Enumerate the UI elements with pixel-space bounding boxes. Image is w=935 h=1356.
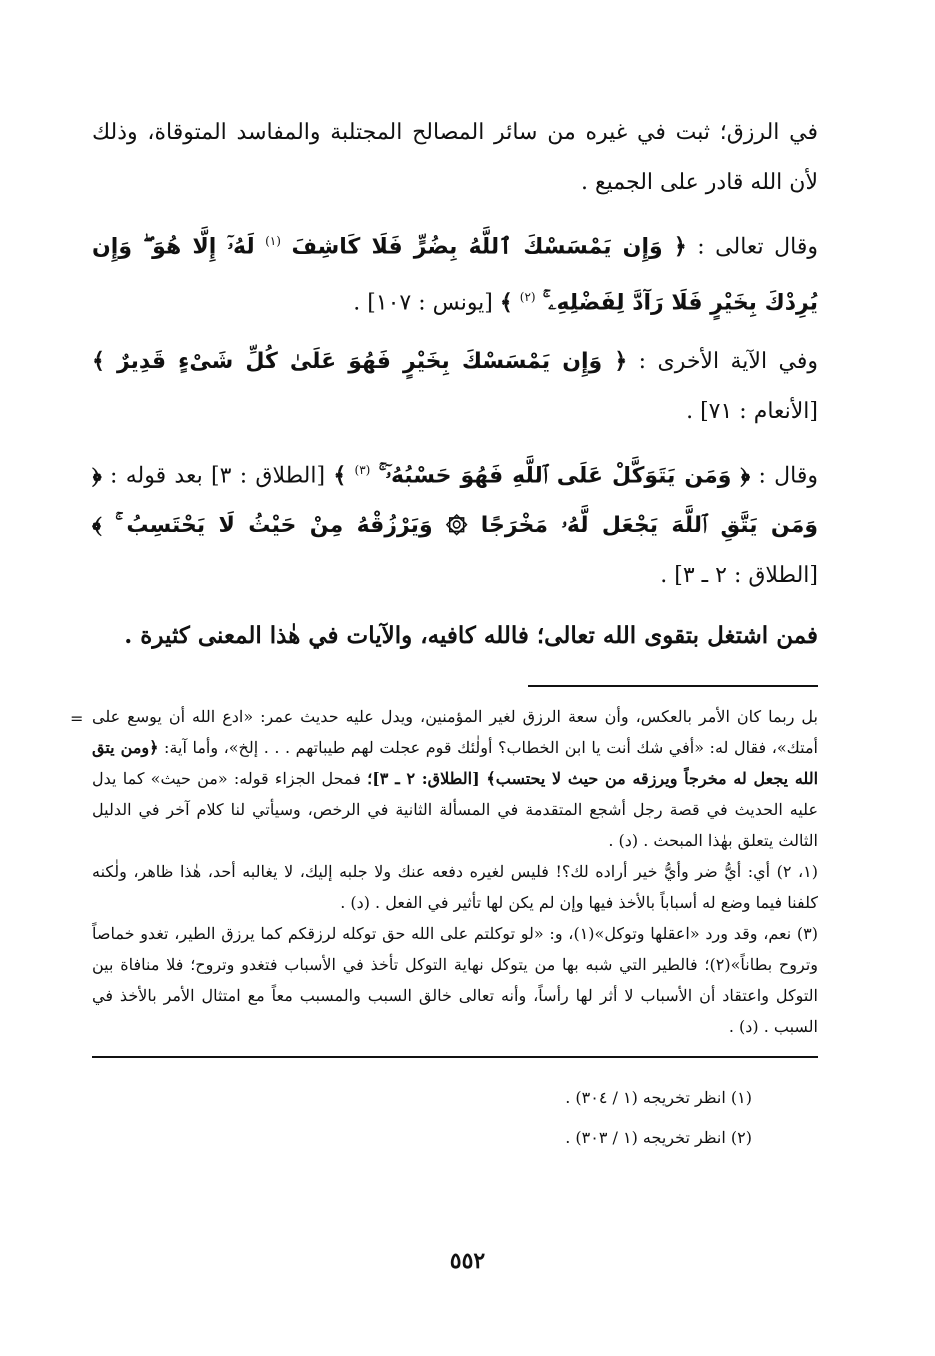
verse-close: ﴾ (499, 290, 513, 316)
footnote-verse: ﴿ومن يتق الله يجعل له مخرجاً ويرزقه من حيث لا يحتسب﴾ [الطلاق: ٢ ـ ٣]؛ (92, 737, 819, 788)
footnote-text: بل ربما كان الأمر بالعكس، وأن سعة الرزق لغير المؤمنين، ويدل عليه حديث عمر: «ادع الله أن يوسع على أمتك»، فقال له: «أفي شك أنت يا ابن الخطاب؟ أولٰئك قوم عجلت لهم طيباتهم . . . إلخ»، وأما آية: (92, 706, 819, 757)
reference-2: (٢) انظر تخريجه (١ / ٣٠٣) . (565, 1127, 752, 1147)
surah-reference: [الطلاق : ٢ ـ ٣] . (660, 562, 818, 588)
footnote-3: (٣) نعم، وقد ورد «اعقلها وتوكل»(١)، و: «لو توكلتم على الله حق توكله لرزقكم كما يرزق الطير، تغدو خماصاً وتروح بطاناً»(٢)؛ فالطير التي شبه بها من يتوكل نهاية التوكل تأخذ في الأسباب فتغدو وتروح؛ فلا منافاة بين التوكل واعتقاد أن الأسباب لا أثر لها رأساً، وأنه تعالى خالق السبب والمسبب معاً مع امتثال الأمر بالأخذ في السبب . (د) . (92, 923, 819, 1036)
continuation-mark: = (70, 708, 84, 728)
paragraph-2 (92, 216, 818, 329)
footnote-text: فمحل الجزاء قوله: «من حيث» كما يدل عليه الحديث في قصة رجل أشجع المتقدمة في المسألة الثانية في الرخص، وسيأتي لنا كلام آخر في الدليل الثالث يتعلق بهٰذا المبحث . (د) . (92, 768, 818, 850)
paragraph-3 (92, 337, 818, 437)
surah-reference: [يونس : ١٠٧] . (353, 290, 493, 316)
surah-reference: [الطلاق : ٣] بعد قوله : (110, 462, 326, 488)
quran-verse: ﴿ وَمَن يَتَوَكَّلْ عَلَى ٱللَّهِ فَهُوَ حَسْبُهُۥٓ ۚ (378, 462, 751, 488)
surah-reference: [الأنعام : ٧١] . (686, 398, 818, 424)
verse-close: ﴾ (333, 462, 347, 488)
quran-verse: ﴿ وَإِن يَمْسَسْكَ ٱللَّهُ بِضُرٍّ فَلَا كَاشِفَ (291, 234, 687, 260)
footnote-marker: (٢) (519, 290, 536, 305)
paragraph-4 (92, 445, 818, 601)
paragraph-5: فمن اشتغل بتقوى الله تعالى؛ فالله كافيه، والآيات في هٰذا المعنى كثيرة . (124, 621, 818, 649)
footnote-marker: (١) (265, 234, 281, 248)
footnote-marker: (٣) (354, 462, 371, 477)
quote-intro: وقال : (758, 462, 818, 488)
footnote-separator (528, 685, 818, 687)
quran-verse: ﴿ وَمَن يَتَّقِ ٱللَّهَ يَجْعَل لَّهُۥ مَخْرَجًا ۞ وَيَرْزُقْهُ مِنْ حَيْثُ لَا يَحْتَسِبُ ۚ ﴾ (92, 462, 818, 538)
footnote-continued (92, 701, 818, 856)
footnote-1-2: (١، ٢) أي: أيُّ ضر وأيُّ خير أراده لك؟! فليس لغيره دفعه عنك ولا جلبه إليك، لا يغالبه أحد، هٰذا ظاهر، ولٰكنه كلفنا فيما وضع له أسباباً بالأخذ فيها وإن لم يكن لها تأثير في الفعل . (د) . (92, 861, 819, 912)
reference-1: (١) انظر تخريجه (١ / ٣٠٤) . (565, 1087, 752, 1107)
quran-verse: لَهُۥٓ إِلَّا هُوَ ۖ وَإِن يُرِدْكَ بِخَيْرٍ فَلَا رَآدَّ لِفَضْلِهِۦ ۚ (92, 234, 818, 316)
quote-intro: وفي الآية الأخرى : (638, 348, 818, 374)
references (92, 1078, 752, 1158)
quran-verse: ﴿ وَإِن يَمْسَسْكَ بِخَيْرٍ فَهُوَ عَلَىٰ كُلِّ شَىْءٍ قَدِيرٌ ﴾ (92, 348, 628, 374)
references-separator (92, 1056, 818, 1058)
paragraph-1: في الرزق؛ ثبت في غيره من سائر المصالح المجتلبة والمفاسد المتوقاة، وذلك لأن الله قادر على الجميع . (92, 120, 818, 195)
footnotes (70, 701, 819, 1042)
page-body (70, 108, 819, 1158)
page-number: ٥٥٢ (449, 1248, 486, 1274)
quote-intro: وقال تعالى : (697, 234, 818, 260)
